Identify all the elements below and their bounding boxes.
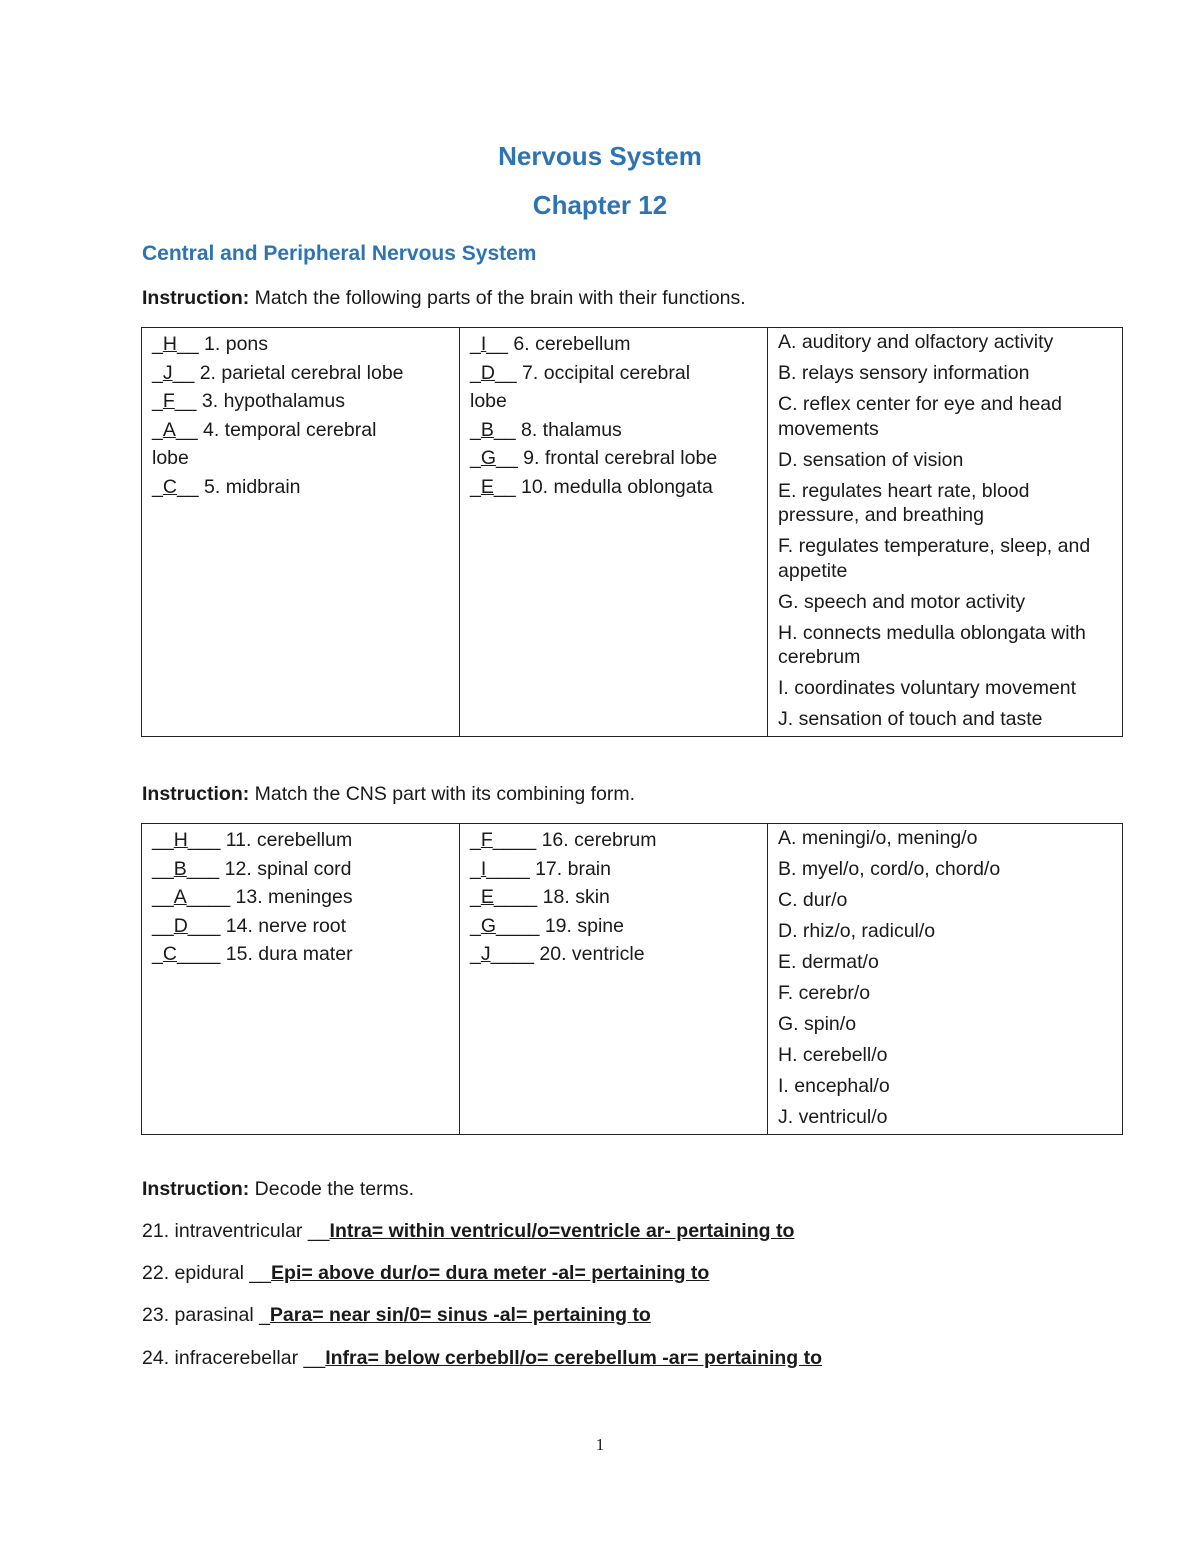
decode-term: 22. epidural __ [142, 1262, 272, 1284]
page-number: 1 [595, 1435, 605, 1454]
answer-letter: E [480, 475, 494, 498]
option-item: B. relays sensory information [778, 362, 1030, 384]
instruction-text: Decode the terms. [249, 1178, 414, 1200]
combining-forms-table [141, 823, 1123, 1135]
answer-letter: I [480, 333, 487, 355]
answer-letter: E [480, 886, 494, 908]
parts-column-2 [460, 328, 768, 737]
option-item: J. ventricul/o [778, 1106, 888, 1128]
decode-answer: Intra= within ventricul/o=ventricle ar- pertaining to [329, 1220, 795, 1242]
decode-item [142, 1347, 822, 1370]
match-item: _H__ 1. pons [152, 333, 269, 355]
decode-answer: Infra= below cerbebll/o= cerebellum -ar= pertaining to [325, 1347, 823, 1369]
decode-item [142, 1304, 651, 1327]
instruction-text: Match the following parts of the brain with their functions. [249, 287, 746, 309]
parts-column-1 [142, 328, 460, 737]
instruction-decode-terms [142, 1178, 414, 1201]
chapter-title: Chapter 12 [532, 190, 668, 220]
answer-letter: D [173, 914, 188, 937]
option-item: J. sensation of touch and taste [778, 708, 1043, 730]
option-item: I. coordinates voluntary movement [778, 677, 1077, 699]
answer-letter: F [162, 390, 175, 412]
option-item: C. dur/o [778, 889, 848, 911]
option-item: D. rhiz/o, radicul/o [778, 920, 936, 942]
answer-letter: C [162, 475, 177, 498]
answer-letter: G [480, 447, 497, 469]
match-item: __H___ 11. cerebellum [152, 829, 353, 851]
instruction-label: Instruction: [142, 1178, 250, 1200]
match-item: _C__ 5. midbrain [152, 475, 301, 498]
instruction-label: Instruction: [142, 287, 250, 309]
match-item: _I__ 6. cerebellum [470, 333, 631, 355]
option-item: F. regulates temperature, sleep, and appetite [778, 535, 1091, 582]
match-item: _I____ 17. brain [470, 857, 611, 880]
option-item: D. sensation of vision [778, 448, 964, 471]
answer-letter: I [480, 857, 487, 880]
answer-letter: F [480, 829, 493, 851]
brain-functions-table [141, 327, 1123, 737]
section-heading: Central and Peripheral Nervous System [142, 242, 537, 265]
decode-item [142, 1220, 794, 1243]
match-item: _E____ 18. skin [470, 886, 610, 908]
answer-letter: C [162, 943, 177, 965]
option-item: E. dermat/o [778, 951, 879, 973]
option-item: F. cerebr/o [778, 982, 871, 1004]
answer-letter: B [480, 418, 494, 441]
combining-forms-column [768, 824, 1123, 1135]
functions-column [768, 328, 1123, 737]
match-item: __A____ 13. meninges [152, 886, 353, 908]
match-item: _G__ 9. frontal cerebral lobe [470, 447, 718, 469]
match-item: _F__ 3. hypothalamus [152, 390, 345, 412]
answer-letter: A [162, 418, 176, 441]
answer-letter: A [173, 886, 187, 908]
match-item-continuation: lobe [152, 447, 189, 469]
answer-letter: D [480, 361, 495, 384]
match-item: _E__ 10. medulla oblongata [470, 475, 713, 498]
match-item: _F____ 16. cerebrum [470, 829, 657, 851]
match-item: __B___ 12. spinal cord [152, 857, 352, 880]
instruction-brain-functions [142, 287, 746, 310]
instruction-text: Match the CNS part with its combining form. [249, 783, 636, 805]
match-item-continuation: lobe [470, 390, 507, 412]
answer-letter: G [480, 914, 497, 937]
decode-item [142, 1262, 709, 1285]
match-item: _C____ 15. dura mater [152, 943, 353, 965]
match-item: _J____ 20. ventricle [470, 943, 645, 965]
cns-parts-column-2 [460, 824, 768, 1135]
match-item: _J__ 2. parietal cerebral lobe [152, 361, 404, 384]
option-item: A. meningi/o, mening/o [778, 827, 978, 849]
option-item: A. auditory and olfactory activity [778, 331, 1054, 353]
option-item: I. encephal/o [778, 1075, 890, 1097]
option-item: B. myel/o, cord/o, chord/o [778, 858, 1001, 880]
answer-letter: H [162, 333, 177, 355]
match-item: _A__ 4. temporal cerebral [152, 418, 377, 441]
answer-letter: H [173, 829, 188, 851]
option-item: E. regulates heart rate, blood pressure, and breathing [778, 479, 1030, 526]
decode-term: 24. infracerebellar __ [142, 1347, 326, 1369]
cns-parts-column-1 [142, 824, 460, 1135]
match-item: _G____ 19. spine [470, 914, 624, 937]
match-item: _D__ 7. occipital cerebral [470, 361, 691, 384]
page-title: Nervous System [498, 141, 702, 171]
option-item: G. spin/o [778, 1013, 857, 1035]
decode-answer: Epi= above dur/o= dura meter -al= pertaining to [271, 1262, 710, 1284]
decode-term: 21. intraventricular __ [142, 1220, 330, 1242]
instruction-combining-forms [142, 783, 635, 806]
match-item: __D___ 14. nerve root [152, 914, 347, 937]
answer-letter: J [162, 361, 173, 384]
instruction-label: Instruction: [142, 783, 250, 805]
option-item: G. speech and motor activity [778, 590, 1026, 613]
decode-answer: Para= near sin/0= sinus -al= pertaining to [269, 1304, 651, 1326]
match-item: _B__ 8. thalamus [470, 418, 622, 441]
decode-term: 23. parasinal _ [142, 1304, 270, 1326]
option-item: C. reflex center for eye and head movements [778, 393, 1062, 440]
option-item: H. connects medulla oblongata with cerebrum [778, 621, 1086, 668]
answer-letter: B [173, 857, 187, 880]
answer-letter: J [480, 943, 491, 965]
option-item: H. cerebell/o [778, 1044, 888, 1066]
